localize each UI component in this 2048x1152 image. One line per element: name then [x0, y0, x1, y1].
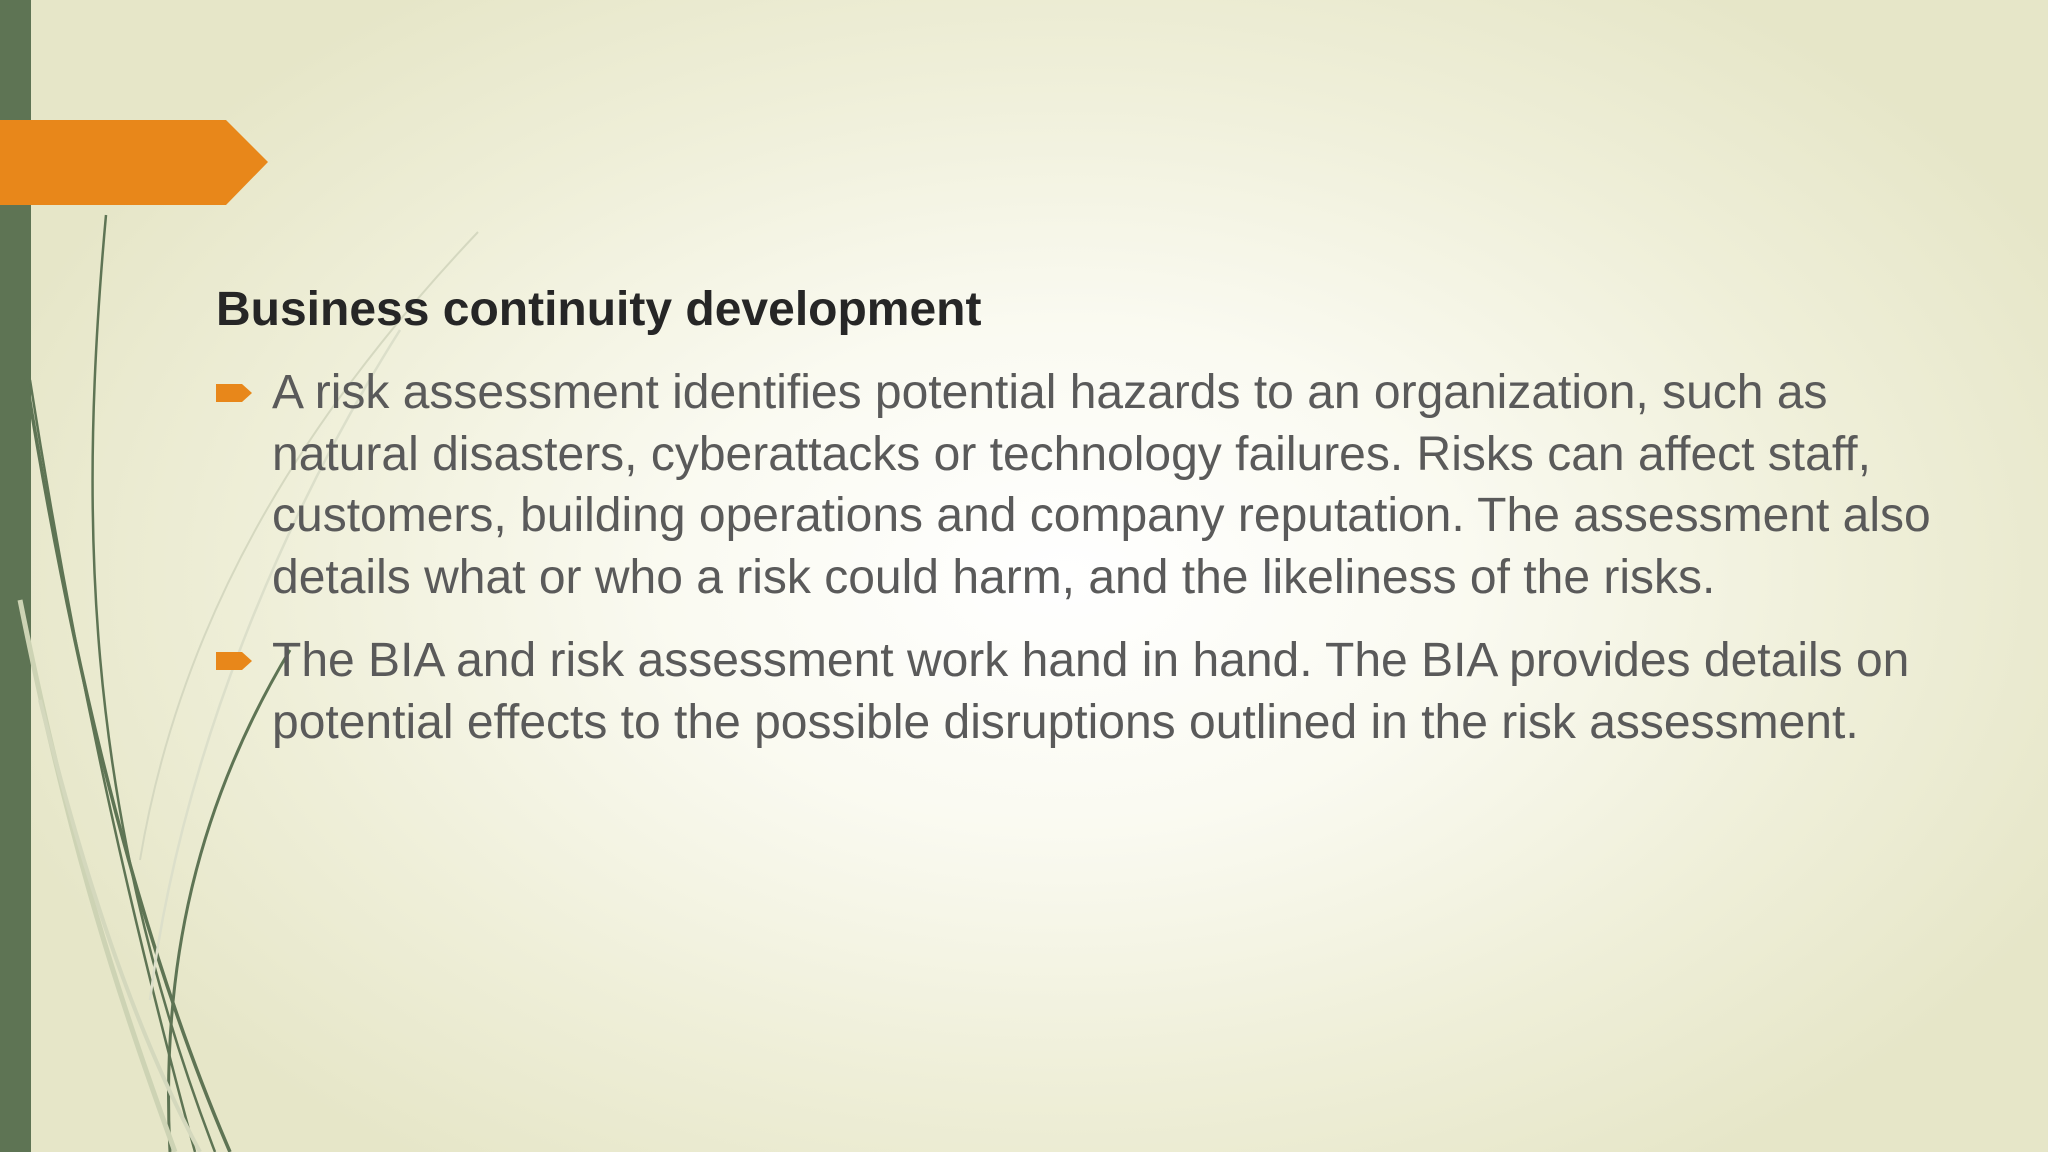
bullet-list	[216, 362, 1956, 753]
orange-accent-tab	[0, 120, 268, 205]
bullet-text: The BIA and risk assessment work hand in hand. The BIA provides details on potential effects to the possible disruptions outlined in the risk assessment.	[272, 634, 1910, 749]
arrow-bullet-icon	[216, 382, 254, 404]
bullet-item	[216, 630, 1956, 753]
slide-heading: Business continuity development	[216, 283, 982, 336]
bullet-item	[216, 362, 1956, 608]
arrow-bullet-icon	[216, 650, 254, 672]
slide-content	[216, 278, 1956, 775]
bullet-text: A risk assessment identifies potential hazards to an organization, such as natural disasters, cyberattacks or technology failures. Risks can affect staff, customers, building operations and company reputation. The assessment also details what or who a risk could harm, and the likeliness of the risks.	[272, 366, 1931, 604]
